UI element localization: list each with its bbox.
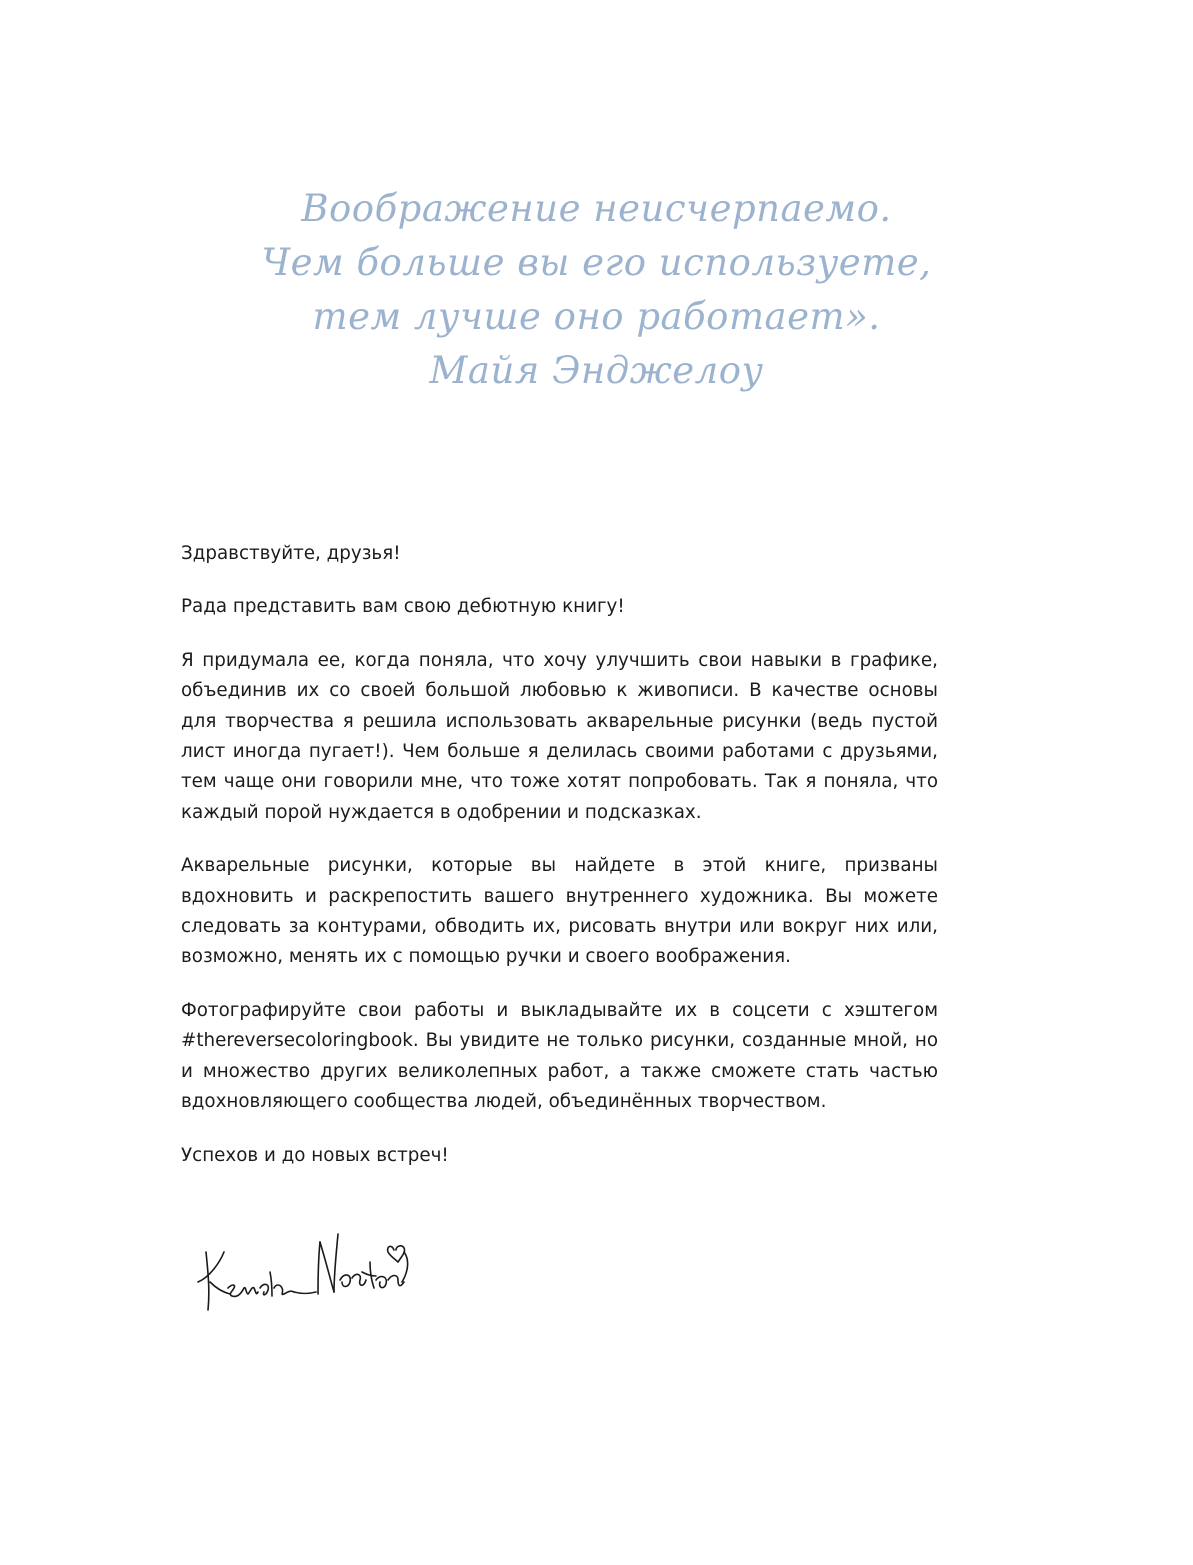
letter-paragraph-1: Я придумала ее, когда поняла, что хочу улучшить свои навыки в графике, объединив их со своей большой любовью к живописи. В качестве основы для творчества я решила использовать акварельные рисунки (ведь пустой лист иногда пугает!). Чем больше я делилась своими работами с друзьями, тем чаще они говорили мне, что тоже хотят попробовать. Так я поняла, что каждый порой нуждается в одобрении и подсказках. xyxy=(181,649,938,823)
letter-paragraph-2: Акварельные рисунки, которые вы найдете в этой книге, призваны вдохновить и раскрепостить вашего внутреннего художника. Вы можете следовать за контурами, обводить их, рисовать внутри или вокруг них или, возможно, менять их с помощью ручки и своего воображения. xyxy=(181,855,938,968)
epigraph-line-2: Чем больше вы его используете, xyxy=(261,241,932,284)
author-signature xyxy=(190,1222,415,1318)
epigraph-line-1: Воображение неисчерпаемо. xyxy=(301,187,892,230)
letter-greeting: Здравствуйте, друзья! xyxy=(181,543,401,564)
letter-closing: Успехов и до новых встреч! xyxy=(181,1144,449,1166)
epigraph-line-3: тем лучше оно работает». xyxy=(312,295,881,338)
epigraph-author: Майя Энджелоу xyxy=(429,349,764,392)
letter-paragraph-3: Фотографируйте свои работы и выкладывайте их в соцсети с хэштегом #thereversecoloringbook. Вы увидите не только рисунки, созданные мной, но и множество других великолепных работ, а также сможете стать частью вдохновляющего сообщества людей, объединённых творчеством. xyxy=(181,999,938,1113)
author-letter xyxy=(181,539,938,1194)
epigraph-quote xyxy=(240,182,953,398)
letter-intro: Рада представить вам свою дебютную книгу! xyxy=(181,596,625,618)
